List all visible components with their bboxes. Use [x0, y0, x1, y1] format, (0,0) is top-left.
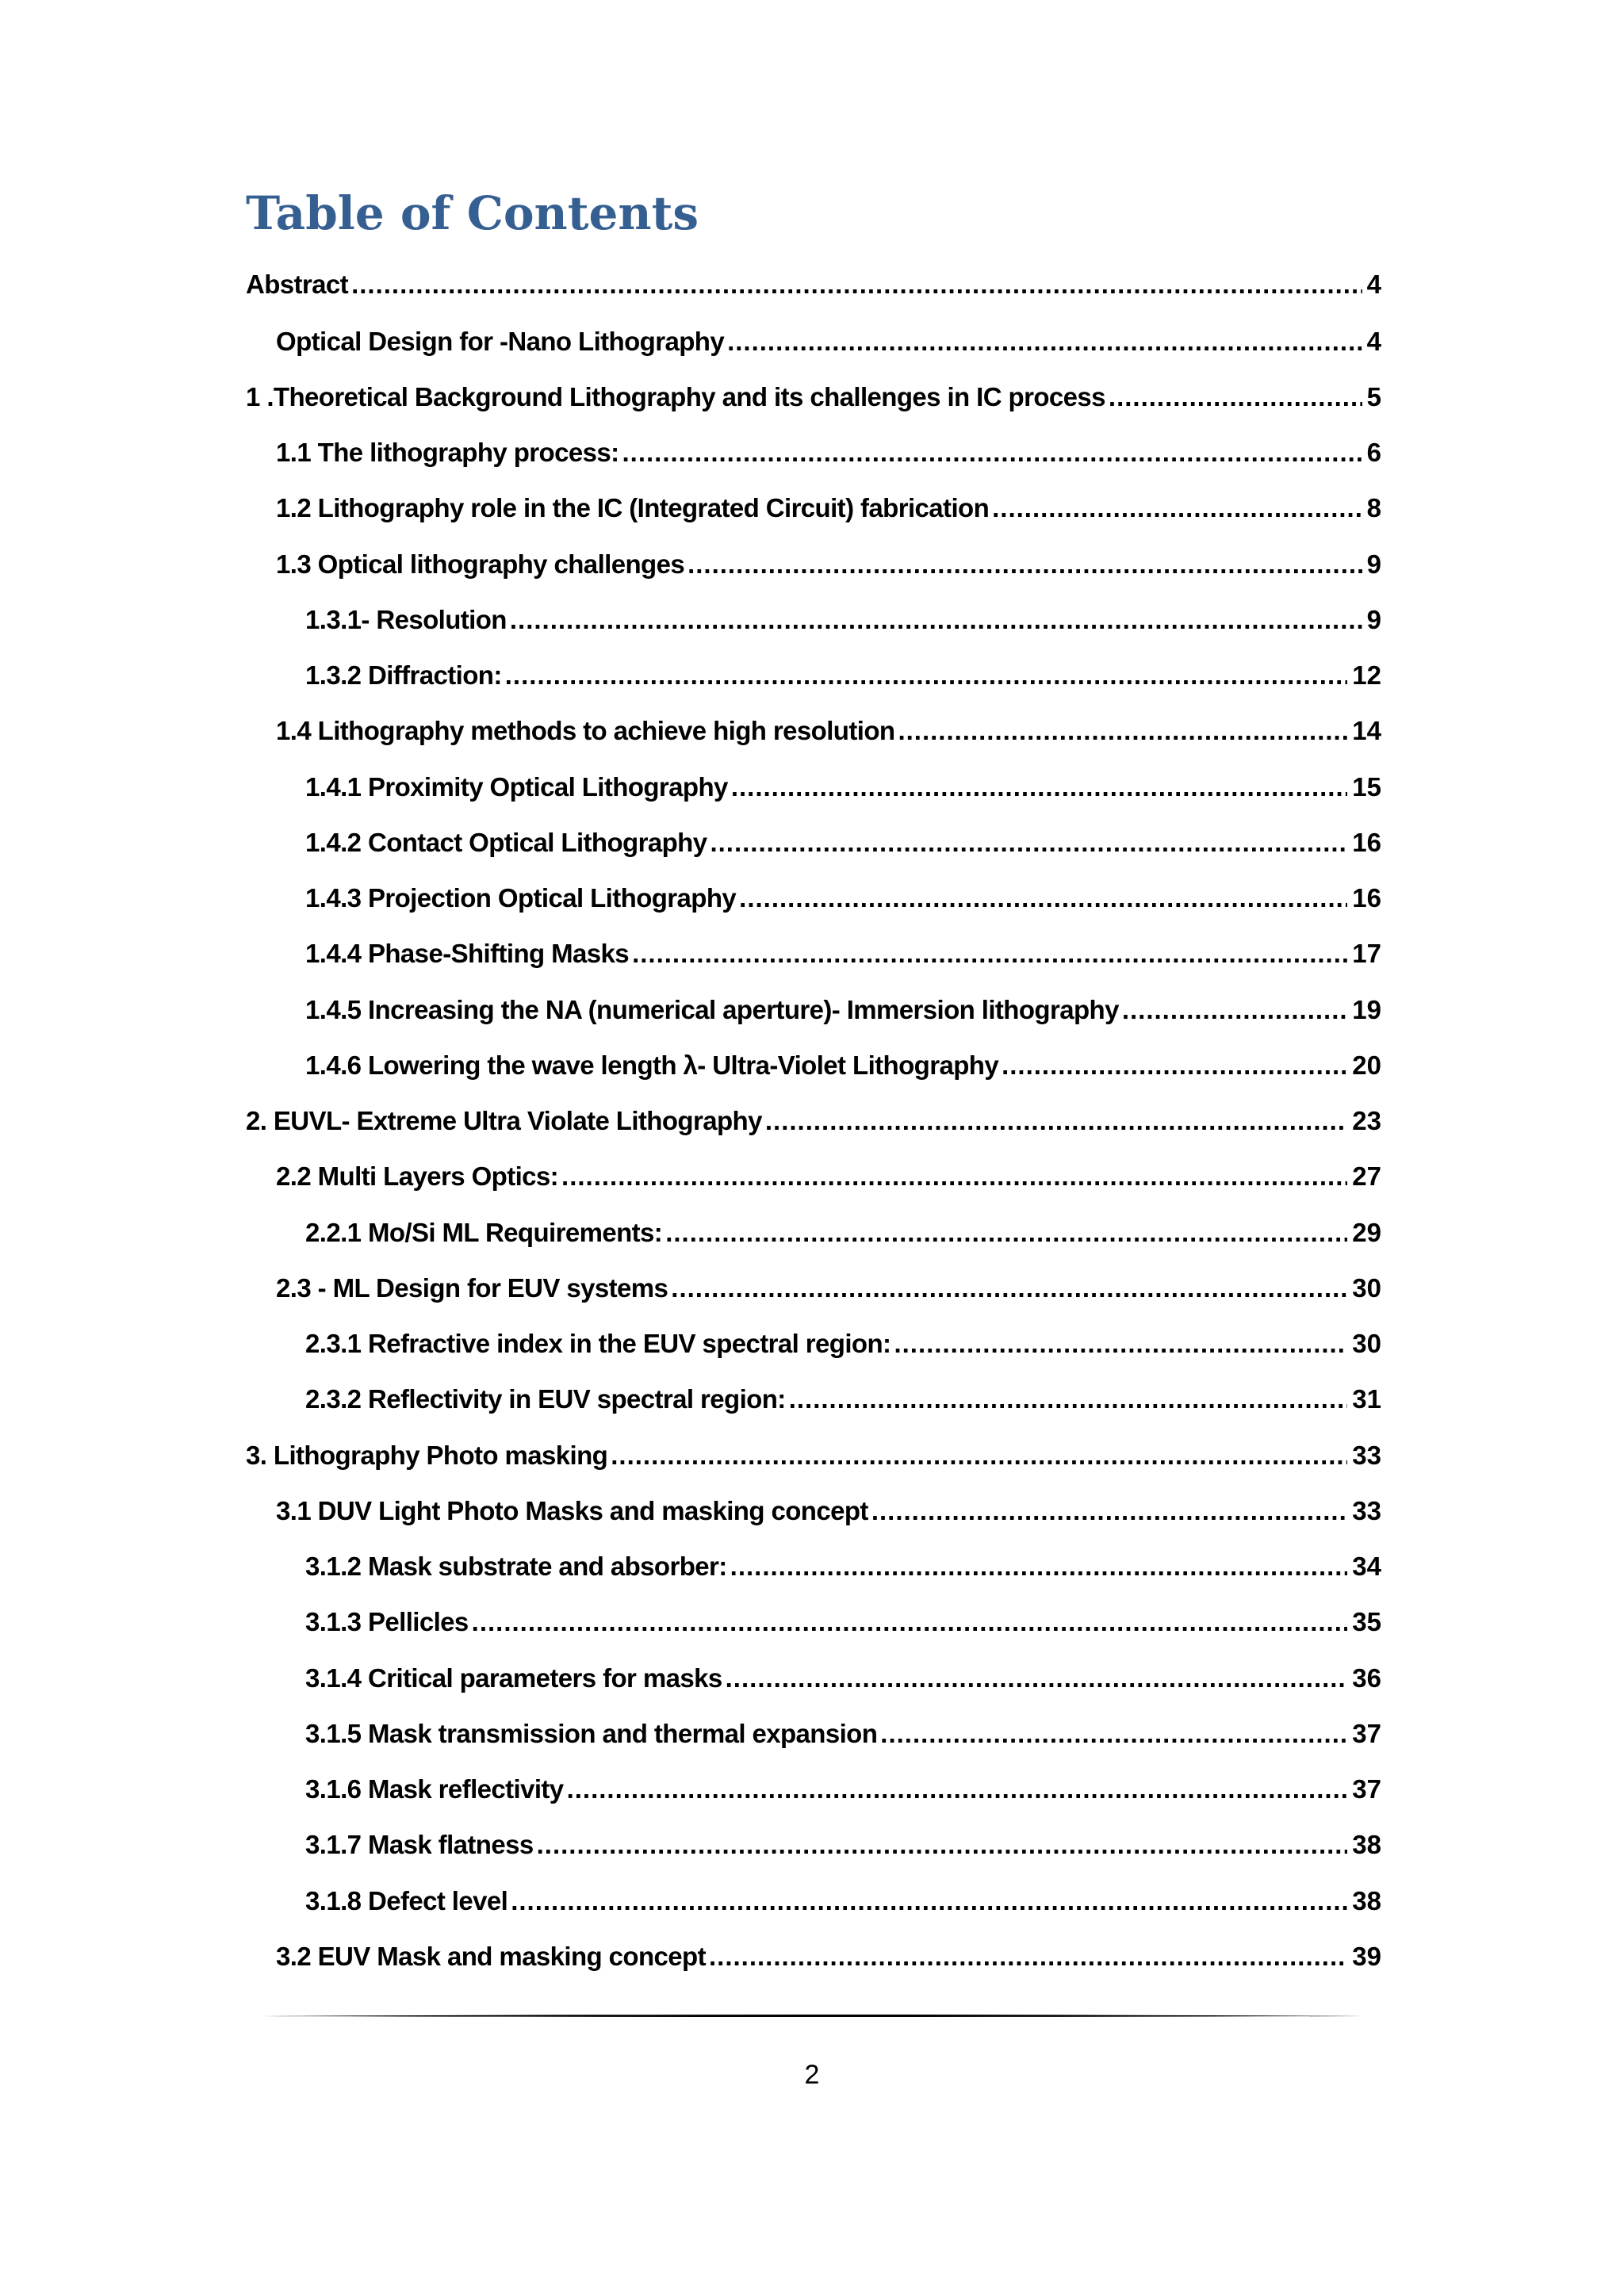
toc-entry[interactable] — [276, 1488, 1381, 1526]
toc-entry-title: Optical Design for -Nano Lithography — [276, 327, 725, 357]
toc-entry-page: 5 — [1366, 382, 1381, 412]
toc-dot-leader — [726, 1663, 1348, 1693]
toc-entry[interactable] — [305, 1599, 1381, 1637]
toc-entry-title: 1.1 The lithography process: — [276, 438, 619, 468]
toc-dot-leader — [880, 1719, 1347, 1749]
toc-entry-page: 27 — [1352, 1161, 1381, 1192]
toc-entry[interactable] — [305, 987, 1381, 1025]
toc-dot-leader — [1109, 382, 1362, 412]
toc-entry-page: 34 — [1352, 1552, 1381, 1582]
toc-entry-page: 33 — [1352, 1441, 1381, 1471]
toc-dot-leader — [611, 1441, 1347, 1471]
toc-entry-title: 3.1.5 Mask transmission and thermal expansion — [305, 1719, 878, 1749]
toc-entry[interactable] — [305, 1321, 1381, 1359]
toc-entry-page: 37 — [1352, 1719, 1381, 1749]
toc-dot-leader — [789, 1384, 1348, 1414]
footer-rule — [262, 2014, 1364, 2019]
toc-entry-title: 3. Lithography Photo masking — [246, 1441, 608, 1471]
toc-entry-page: 16 — [1352, 828, 1381, 858]
toc-entry-title: 1.3.1- Resolution — [305, 605, 507, 635]
toc-entry-title: 1.4.1 Proximity Optical Lithography — [305, 772, 728, 802]
toc-entry-page: 31 — [1352, 1384, 1381, 1414]
toc-dot-leader — [1122, 995, 1347, 1025]
toc-entry-page: 4 — [1366, 270, 1381, 300]
toc-entry[interactable] — [305, 820, 1381, 858]
toc-dot-leader — [992, 493, 1362, 523]
toc-entry-page: 33 — [1352, 1496, 1381, 1526]
toc-entry[interactable] — [246, 1433, 1381, 1471]
toc-title: Table of Contents — [246, 186, 699, 240]
toc-dot-leader — [709, 1942, 1347, 1972]
toc-entry[interactable] — [246, 262, 1381, 300]
toc-entry-title: 1 .Theoretical Background Lithography and its challenges in IC process — [246, 382, 1105, 412]
toc-entry-page: 38 — [1352, 1830, 1381, 1860]
toc-dot-leader — [765, 1106, 1347, 1136]
toc-entry-title: 2.3.1 Refractive index in the EUV spectral region: — [305, 1329, 891, 1359]
toc-dot-leader — [731, 772, 1347, 802]
toc-entry-title: 3.2 EUV Mask and masking concept — [276, 1942, 706, 1972]
toc-dot-leader — [671, 1273, 1347, 1303]
toc-entry[interactable] — [276, 708, 1381, 746]
toc-entry-page: 6 — [1366, 438, 1381, 468]
toc-entry-title: 3.1 DUV Light Photo Masks and masking concept — [276, 1496, 868, 1526]
toc-entry[interactable] — [276, 1265, 1381, 1303]
toc-entry[interactable] — [276, 430, 1381, 468]
toc-entry[interactable] — [276, 485, 1381, 523]
toc-entry-page: 23 — [1352, 1106, 1381, 1136]
toc-entry-title: 1.4.2 Contact Optical Lithography — [305, 828, 707, 858]
toc-entry-title: 3.1.4 Critical parameters for masks — [305, 1663, 722, 1693]
toc-entry[interactable] — [305, 1376, 1381, 1414]
toc-entry-title: 1.4.4 Phase-Shifting Masks — [305, 939, 630, 969]
toc-entry-title: 1.4 Lithography methods to achieve high resolution — [276, 716, 895, 746]
toc-entry-page: 14 — [1352, 716, 1381, 746]
toc-entry-title: 1.3.2 Diffraction: — [305, 660, 502, 691]
toc-dot-leader — [511, 1886, 1347, 1916]
toc-entry-page: 36 — [1352, 1663, 1381, 1693]
toc-entry-page: 30 — [1352, 1329, 1381, 1359]
toc-entry-page: 8 — [1366, 493, 1381, 523]
toc-entry-page: 30 — [1352, 1273, 1381, 1303]
toc-entry[interactable] — [305, 652, 1381, 691]
toc-entry-page: 19 — [1352, 995, 1381, 1025]
toc-entry-title: 2.3.2 Reflectivity in EUV spectral region: — [305, 1384, 786, 1414]
toc-dot-leader — [567, 1774, 1348, 1804]
toc-entry-page: 4 — [1366, 327, 1381, 357]
toc-entry-title: 3.1.8 Defect level — [305, 1886, 508, 1916]
toc-entry[interactable] — [305, 1043, 1381, 1081]
toc-entry-title: 1.3 Optical lithography challenges — [276, 549, 685, 580]
toc-entry[interactable] — [246, 374, 1381, 412]
toc-entry[interactable] — [305, 1210, 1381, 1248]
toc-entry[interactable] — [276, 319, 1381, 357]
toc-dot-leader — [727, 327, 1362, 357]
toc-entry-title: 3.1.2 Mask substrate and absorber: — [305, 1552, 727, 1582]
toc-entry-title: 3.1.7 Mask flatness — [305, 1830, 534, 1860]
toc-entry-page: 38 — [1352, 1886, 1381, 1916]
toc-dot-leader — [871, 1496, 1347, 1526]
toc-entry[interactable] — [276, 541, 1381, 580]
toc-dot-leader — [351, 270, 1362, 300]
toc-entry[interactable] — [246, 1098, 1381, 1136]
toc-dot-leader — [1002, 1050, 1347, 1081]
toc-dot-leader — [898, 716, 1347, 746]
toc-entry-page: 37 — [1352, 1774, 1381, 1804]
toc-entry[interactable] — [305, 764, 1381, 802]
toc-entry-page: 16 — [1352, 883, 1381, 913]
toc-entry-title: 2.3 - ML Design for EUV systems — [276, 1273, 668, 1303]
toc-dot-leader — [688, 549, 1362, 580]
toc-entry-page: 35 — [1352, 1607, 1381, 1637]
toc-entry-page: 12 — [1352, 660, 1381, 691]
toc-entry-title: 1.2 Lithography role in the IC (Integrated Circuit) fabrication — [276, 493, 990, 523]
toc-entry-title: 2. EUVL- Extreme Ultra Violate Lithography — [246, 1106, 762, 1136]
toc-entry-page: 29 — [1352, 1218, 1381, 1248]
toc-entry[interactable] — [305, 1878, 1381, 1916]
toc-dot-leader — [622, 438, 1362, 468]
toc-entry[interactable] — [305, 875, 1381, 913]
toc-entry[interactable] — [305, 1711, 1381, 1749]
toc-entry[interactable] — [305, 1544, 1381, 1582]
toc-dot-leader — [739, 883, 1347, 913]
toc-dot-leader — [632, 939, 1347, 969]
toc-entry-title: 1.4.5 Increasing the NA (numerical aperture)- Immersion lithography — [305, 995, 1119, 1025]
toc-dot-leader — [894, 1329, 1347, 1359]
toc-entry-title: 3.1.3 Pellicles — [305, 1607, 469, 1637]
toc-dot-leader — [710, 828, 1347, 858]
toc-entry-title: 3.1.6 Mask reflectivity — [305, 1774, 564, 1804]
toc-entry[interactable] — [305, 1655, 1381, 1693]
toc-entry-title: 1.4.3 Projection Optical Lithography — [305, 883, 737, 913]
toc-entry-page: 9 — [1366, 549, 1381, 580]
toc-entry-page: 9 — [1366, 605, 1381, 635]
toc-dot-leader — [561, 1161, 1347, 1192]
toc-entry-page: 17 — [1352, 939, 1381, 969]
toc-dot-leader — [505, 660, 1348, 691]
toc-entry-page: 39 — [1352, 1942, 1381, 1972]
toc-entry[interactable] — [305, 1766, 1381, 1804]
toc-dot-leader — [537, 1830, 1348, 1860]
toc-entry-page: 15 — [1352, 772, 1381, 802]
toc-dot-leader — [665, 1218, 1347, 1248]
toc-entry[interactable] — [276, 1934, 1381, 1972]
toc-dot-leader — [472, 1607, 1348, 1637]
toc-entry-title: Abstract — [246, 270, 349, 300]
toc-entry[interactable] — [305, 931, 1381, 969]
toc-dot-leader — [730, 1552, 1348, 1582]
toc-entry-page: 20 — [1352, 1050, 1381, 1081]
toc-entry-title: 2.2 Multi Layers Optics: — [276, 1161, 559, 1192]
toc-entry[interactable] — [305, 597, 1381, 635]
toc-entry-title: 2.2.1 Mo/Si ML Requirements: — [305, 1218, 663, 1248]
page-number: 2 — [804, 2060, 820, 2090]
toc-entry[interactable] — [276, 1154, 1381, 1192]
toc-dot-leader — [510, 605, 1362, 635]
toc-entry[interactable] — [305, 1822, 1381, 1860]
toc-entry-title: 1.4.6 Lowering the wave length λ- Ultra-Violet Lithography — [305, 1050, 999, 1081]
